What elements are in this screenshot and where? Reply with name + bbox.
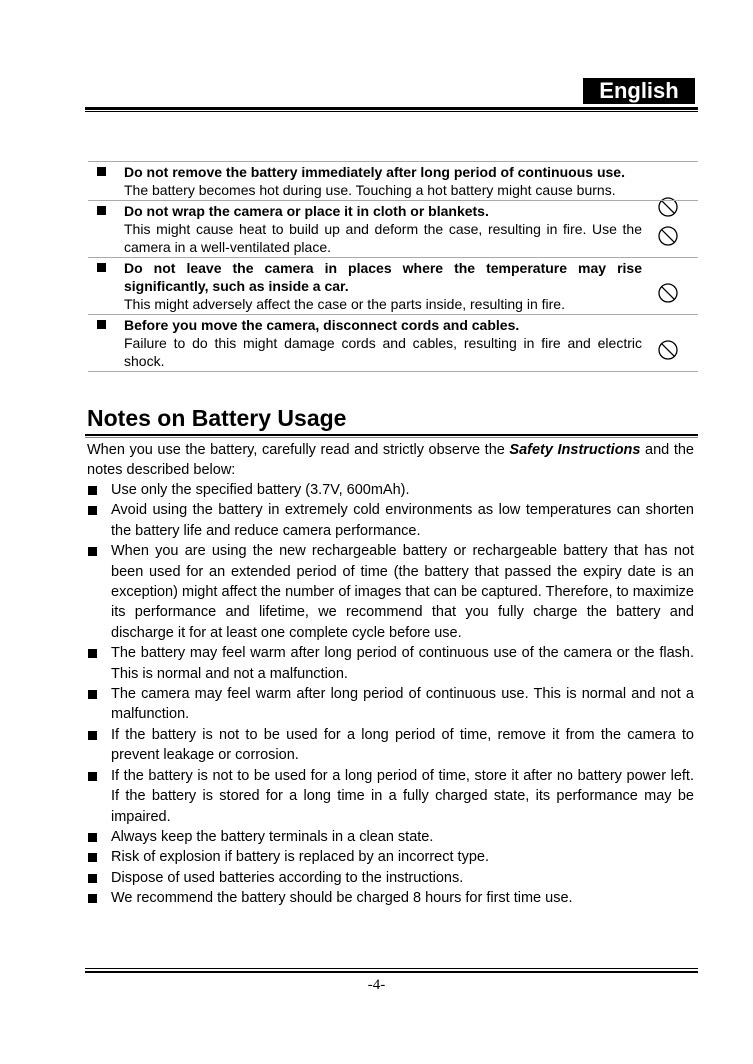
note-text: If the battery is not to be used for a long period of time, store it after no battery power left. If the battery is stored for a long time in a fully charged state, its performance may be impaired.	[111, 767, 694, 825]
list-item	[87, 725, 694, 766]
note-text: Risk of explosion if battery is replaced by an incorrect type.	[111, 849, 489, 866]
warning-text: This might adversely affect the case or the parts inside, resulting in fire.	[124, 296, 565, 312]
list-item	[87, 868, 694, 888]
warning-title: Do not leave the camera in places where the temperature may rise significantly, such as inside a car.	[124, 260, 642, 294]
square-bullet-icon	[88, 874, 97, 883]
square-bullet-icon	[97, 263, 106, 272]
list-item	[87, 827, 694, 847]
warnings-table	[88, 161, 698, 372]
note-text: Dispose of used batteries according to the instructions.	[111, 869, 464, 886]
page-number: -4-	[367, 977, 386, 993]
square-bullet-icon	[97, 167, 106, 176]
warning-title: Before you move the camera, disconnect cords and cables.	[124, 317, 520, 333]
square-bullet-icon	[88, 649, 97, 658]
note-text: The camera may feel warm after long period of continuous use. This is normal and not a malfunction.	[111, 686, 694, 723]
note-text: If the battery is not to be used for a long period of time, remove it from the camera to prevent leakage or corrosion.	[111, 726, 694, 764]
section-rule	[85, 434, 698, 436]
list-item	[87, 541, 694, 643]
warning-title: Do not remove the battery immediately after long period of continuous use.	[124, 164, 625, 180]
square-bullet-icon	[88, 833, 97, 842]
warning-text: The battery becomes hot during use. Touching a hot battery might cause burns.	[124, 182, 616, 198]
prohibited-icon	[657, 339, 679, 361]
warning-title: Do not wrap the camera or place it in cloth or blankets.	[124, 203, 489, 219]
note-text: Use only the specified battery (3.7V, 600mAh).	[111, 482, 410, 498]
square-bullet-icon	[88, 894, 97, 903]
list-item	[87, 847, 694, 867]
note-text: Avoid using the battery in extremely cold environments as low temperatures can shorten the battery life and reduce camera performance.	[111, 502, 694, 539]
square-bullet-icon	[88, 731, 97, 740]
warning-row	[88, 314, 698, 372]
language-badge: English	[583, 78, 695, 104]
safety-instructions-emphasis: Safety Instructions	[509, 442, 641, 458]
header-rule-thin	[85, 111, 698, 112]
warning-row	[88, 257, 698, 314]
footer-rule	[85, 971, 698, 973]
footer-rule-thin	[85, 968, 698, 969]
square-bullet-icon	[97, 320, 106, 329]
square-bullet-icon	[97, 206, 106, 215]
note-text: Always keep the battery terminals in a clean state.	[111, 828, 434, 845]
list-item	[87, 500, 694, 541]
warning-text: Failure to do this might damage cords and cables, resulting in fire and electric shock.	[124, 335, 642, 369]
square-bullet-icon	[88, 486, 97, 495]
intro-text-start: When you use the battery, carefully read and strictly observe the	[87, 442, 510, 458]
square-bullet-icon	[88, 772, 97, 781]
warning-row	[88, 200, 698, 257]
section-title: Notes on Battery Usage	[87, 405, 347, 431]
square-bullet-icon	[88, 506, 97, 515]
intro-paragraph	[87, 440, 694, 480]
warning-text: This might cause heat to build up and deform the case, resulting in fire. Use the camera in a well-ventilated place.	[124, 221, 642, 255]
note-text: The battery may feel warm after long period of continuous use of the camera or the flash. This is normal and not a malfunction.	[111, 645, 694, 682]
section-rule-thin	[85, 437, 698, 438]
list-item	[87, 643, 694, 684]
list-item	[87, 888, 694, 908]
square-bullet-icon	[88, 547, 97, 556]
prohibited-icon	[657, 282, 679, 304]
prohibited-icon	[657, 225, 679, 247]
intro-text-end: and the notes described below:	[87, 442, 694, 478]
battery-notes-list	[87, 480, 694, 909]
square-bullet-icon	[88, 853, 97, 862]
list-item	[87, 766, 694, 827]
warning-row	[88, 161, 698, 200]
list-item	[87, 480, 694, 500]
square-bullet-icon	[88, 690, 97, 699]
note-text: We recommend the battery should be charged 8 hours for first time use.	[111, 890, 573, 907]
list-item	[87, 684, 694, 725]
header-rule	[85, 107, 698, 110]
note-text: When you are using the new rechargeable battery or rechargeable battery that has not been used for an extended period of time (the battery that passed the expiry date is an exception) might affect the number of images that can be captured. Therefore, to maximize its performance and lifetime, we recommend that you fully charge the battery and discharge it for at least one complete cycle before use.	[111, 543, 694, 641]
